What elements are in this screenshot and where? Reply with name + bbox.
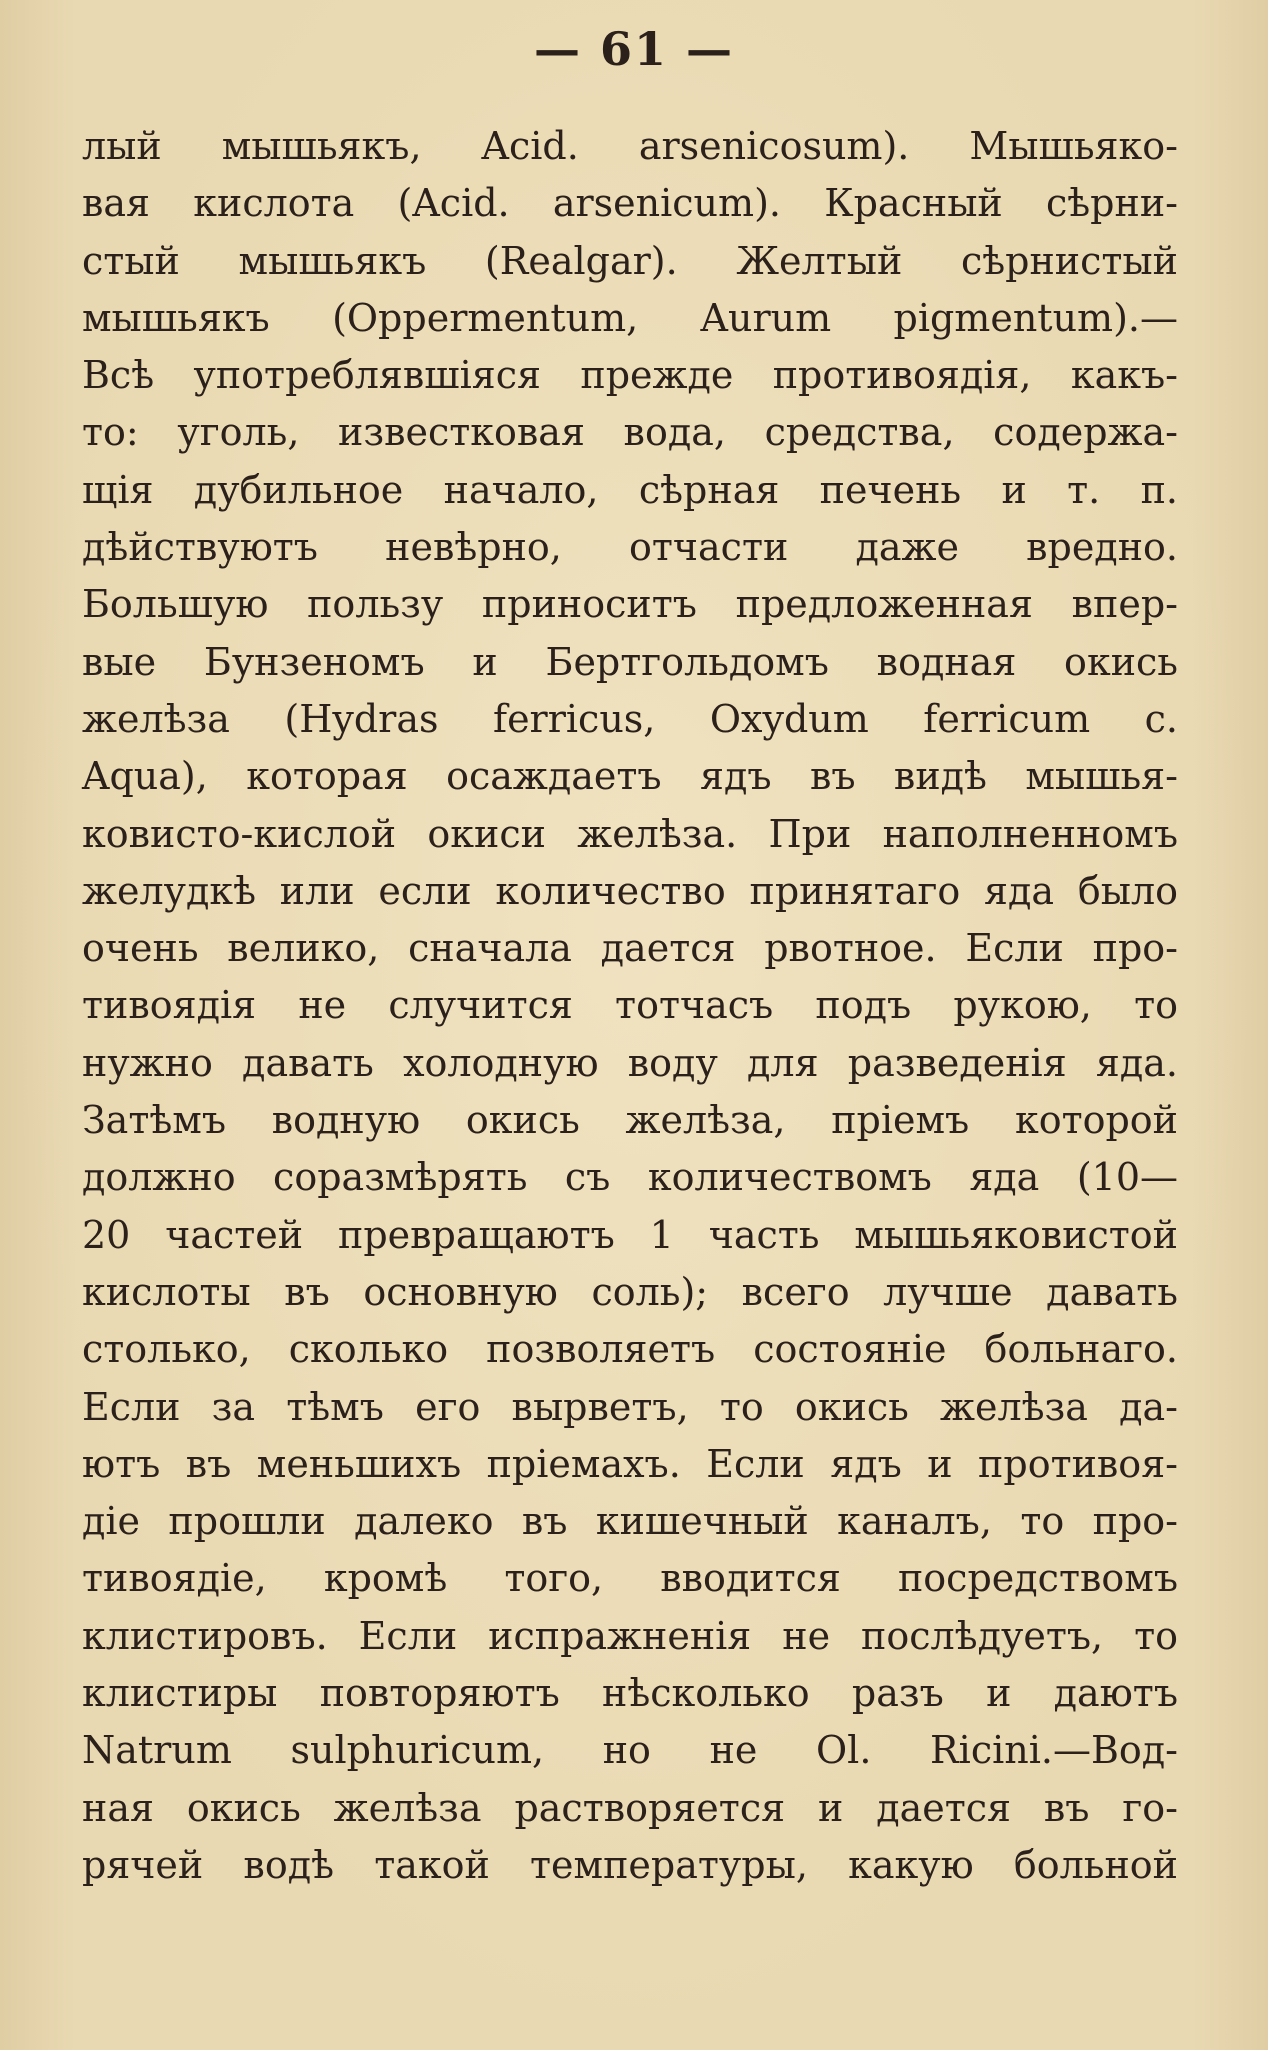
text-line: ковисто-кислой окиси желѣза. При наполненномъ [82,811,1178,856]
text-line: Natrum sulphuricum, но не Ol. Ricini.—Вод- [82,1728,1178,1773]
text-line: 20 частей превращаютъ 1 часть мышьяковистой [82,1212,1178,1257]
text-line: Aqua), которая осаждаетъ ядъ въ видѣ мышья- [82,754,1178,799]
text-line: столько, сколько позволяетъ состояніе больнаго. [82,1327,1178,1372]
text-line: должно соразмѣрять съ количествомъ яда (10— [82,1155,1178,1200]
text-line: клистиры повторяютъ нѣсколько разъ и даютъ [82,1671,1178,1716]
text-line: желѣза (Hydras ferricus, Oxydum ferricum c. [82,696,1178,741]
text-line: діе прошли далеко въ кишечный каналъ, то про- [82,1499,1178,1544]
page-number: — 61 — [533,22,735,76]
text-line: рячей водѣ такой температуры, какую больной [82,1842,1178,1887]
text-line: очень велико, сначала дается рвотное. Если про- [82,926,1178,971]
text-line: ная окись желѣза растворяется и дается въ го- [82,1785,1178,1830]
text-line: желудкѣ или если количество принятаго яда было [82,868,1178,913]
text-line: вые Бунзеномъ и Бертгольдомъ водная окись [82,639,1178,684]
text-line: вая кислота (Acid. arsenicum). Красный сѣрни- [82,181,1178,226]
text-line: тивоядіе, кромѣ того, вводится посредствомъ [82,1556,1178,1601]
text-line: нужно давать холодную воду для разведенія яда. [82,1040,1178,1085]
text-line: ютъ въ меньшихъ пріемахъ. Если ядъ и противоя- [82,1441,1178,1486]
text-line: лый мышьякъ, Acid. arsenicosum). Мышьяко- [82,124,1178,168]
text-line: клистировъ. Если испражненія не послѣдуетъ, то [82,1613,1178,1658]
text-line: то: уголь, известковая вода, средства, содержа- [82,410,1178,455]
text-line: щія дубильное начало, сѣрная печень и т. п. [82,467,1178,512]
text-line: Если за тѣмъ его вырветъ, то окись желѣза да- [82,1384,1178,1429]
text-line: дѣйствуютъ невѣрно, отчасти даже вредно. [82,525,1178,570]
text-line: тивоядія не случится тотчасъ подъ рукою, то [82,983,1178,1028]
body-text [82,118,1178,1894]
text-line: Большую пользу приноситъ предложенная впер- [82,582,1178,627]
text-line: Всѣ употреблявшіяся прежде противоядія, какъ- [82,353,1178,398]
text-line: стый мышьякъ (Realgar). Желтый сѣрнистый [82,238,1178,283]
text-line: Затѣмъ водную окись желѣза, пріемъ которой [82,1098,1178,1143]
text-line: мышьякъ (Oppermentum, Aurum pigmentum).— [82,295,1178,340]
text-line: кислоты въ основную соль); всего лучше давать [82,1269,1178,1314]
